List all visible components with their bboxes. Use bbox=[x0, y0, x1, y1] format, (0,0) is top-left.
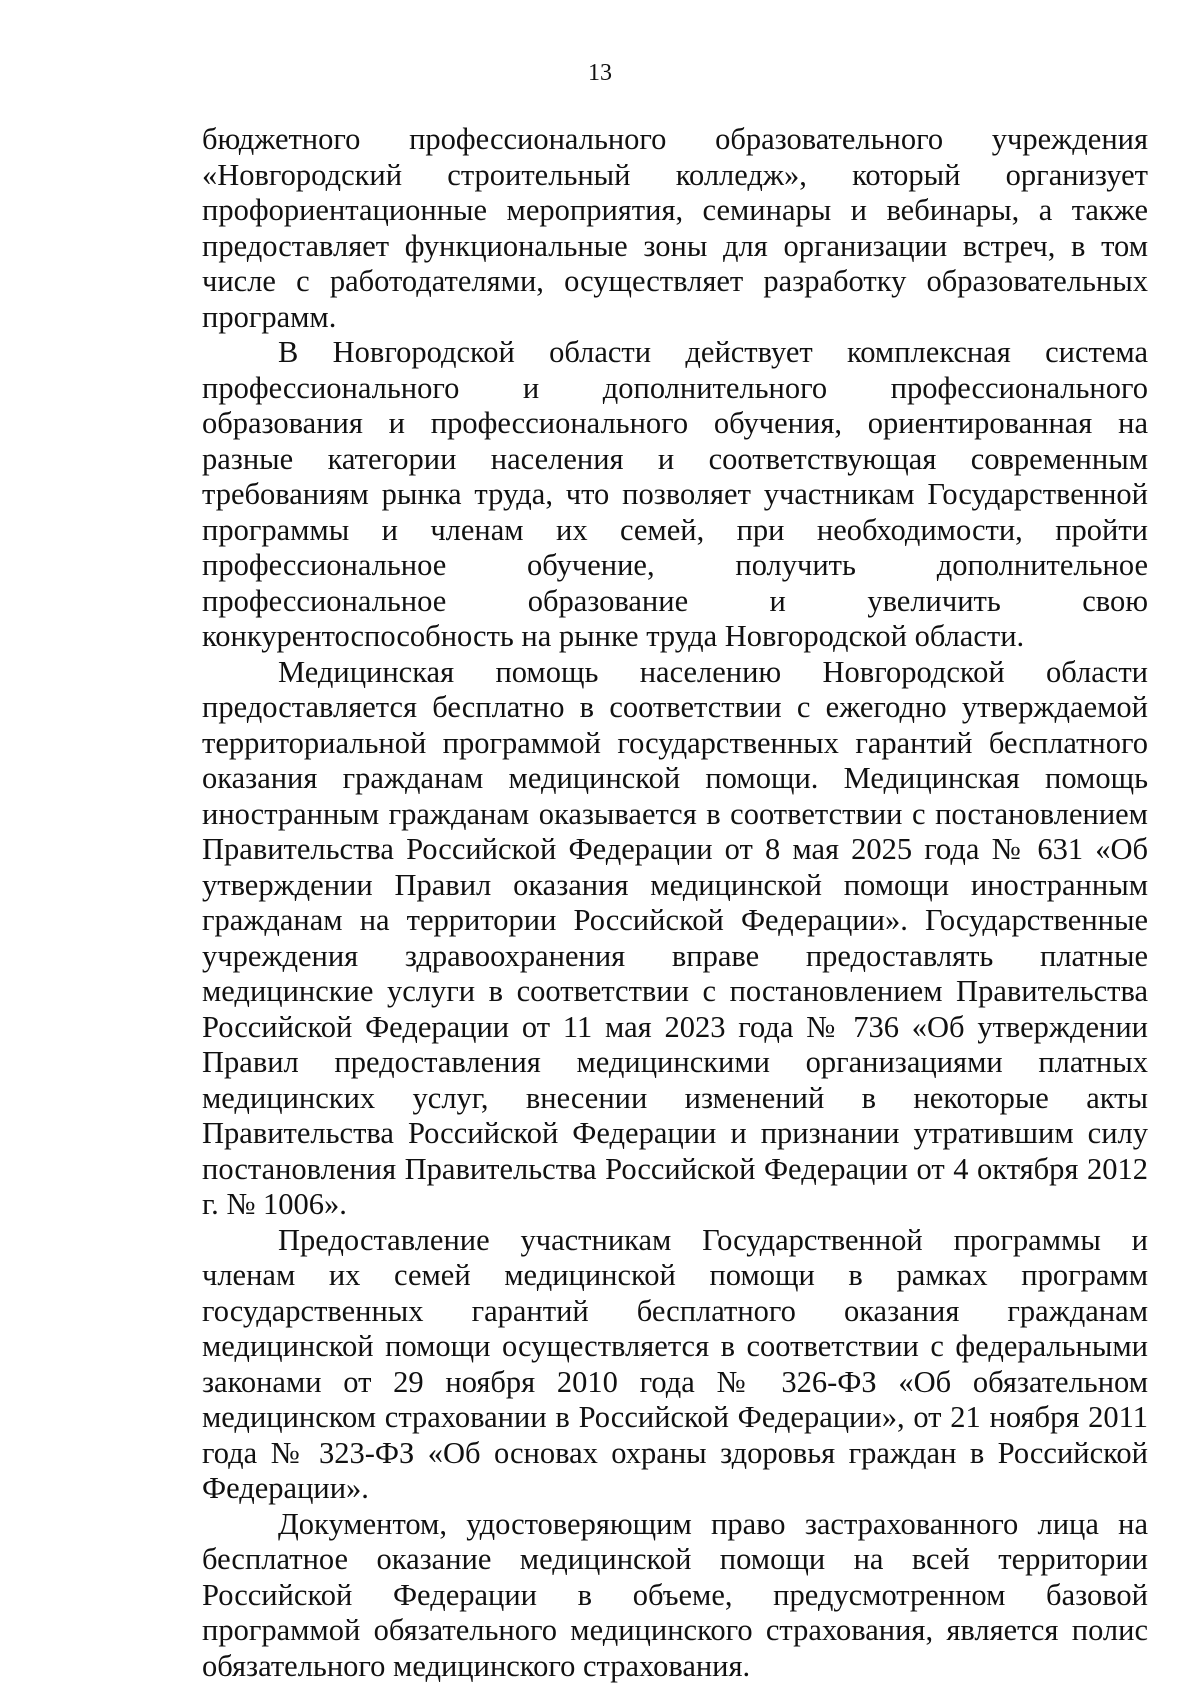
paragraph-education-system: В Новгородской области действует комплексная система профессионального и дополнительного профессионального образования и профессионального обучения, ориентированная на разные категории населения и соответствующая современным требованиям рынка труда, что позволяет участникам Государственной программы и членам их семей, при необходимости, пройти профессиональное обучение, получить дополнительное профессиональное образование и увеличить свою конкурентоспособность на рынке труда Новгородской области. bbox=[202, 335, 1148, 653]
paragraph-insurance-policy: Документом, удостоверяющим право застрахованного лица на бесплатное оказание медицинской помощи на всей территории Российской Федерации в объеме, предусмотренном базовой программой обязательного медицинского страхования, является полис обязательного медицинского страхования. bbox=[202, 1506, 1148, 1683]
document-body bbox=[202, 122, 1148, 1684]
paragraph-medical-care: Медицинская помощь населению Новгородской области предоставляется бесплатно в соответствии с ежегодно утверждаемой территориальной программой государственных гарантий бесплатного оказания гражданам медицинской помощи. Медицинская помощь иностранным гражданам оказывается в соответствии с постановлением Правительства Российской Федерации от 8 мая 2025 года № 631 «Об утверждении Правил оказания медицинской помощи иностранным гражданам на территории Российской Федерации». Государственные учреждения здравоохранения вправе предоставлять платные медицинские услуги в соответствии с постановлением Правительства Российской Федерации от 11 мая 2023 года № 736 «Об утверждении Правил предоставления медицинскими организациями платных медицинских услуг, внесении изменений в некоторые акты Правительства Российской Федерации и признании утратившим силу постановления Правительства Российской Федерации от 4 октября 2012 г. № 1006». bbox=[202, 654, 1148, 1221]
paragraph-college-continuation: бюджетного профессионального образовательного учреждения «Новгородский строительный колледж», который организует профориентационные мероприятия, семинары и вебинары, а также предоставляет функциональные зоны для организации встреч, в том числе с работодателями, осуществляет разработку образовательных программ. bbox=[202, 122, 1148, 334]
paragraph-medical-insurance-laws: Предоставление участникам Государственной программы и членам их семей медицинской помощи в рамках программ государственных гарантий бесплатного оказания гражданам медицинской помощи осуществляется в соответствии с федеральными законами от 29 ноября 2010 года № 326-ФЗ «Об обязательном медицинском страховании в Российской Федерации», от 21 ноября 2011 года № 323-ФЗ «Об основах охраны здоровья граждан в Российской Федерации». bbox=[202, 1222, 1148, 1505]
page-number: 13 bbox=[588, 60, 612, 86]
